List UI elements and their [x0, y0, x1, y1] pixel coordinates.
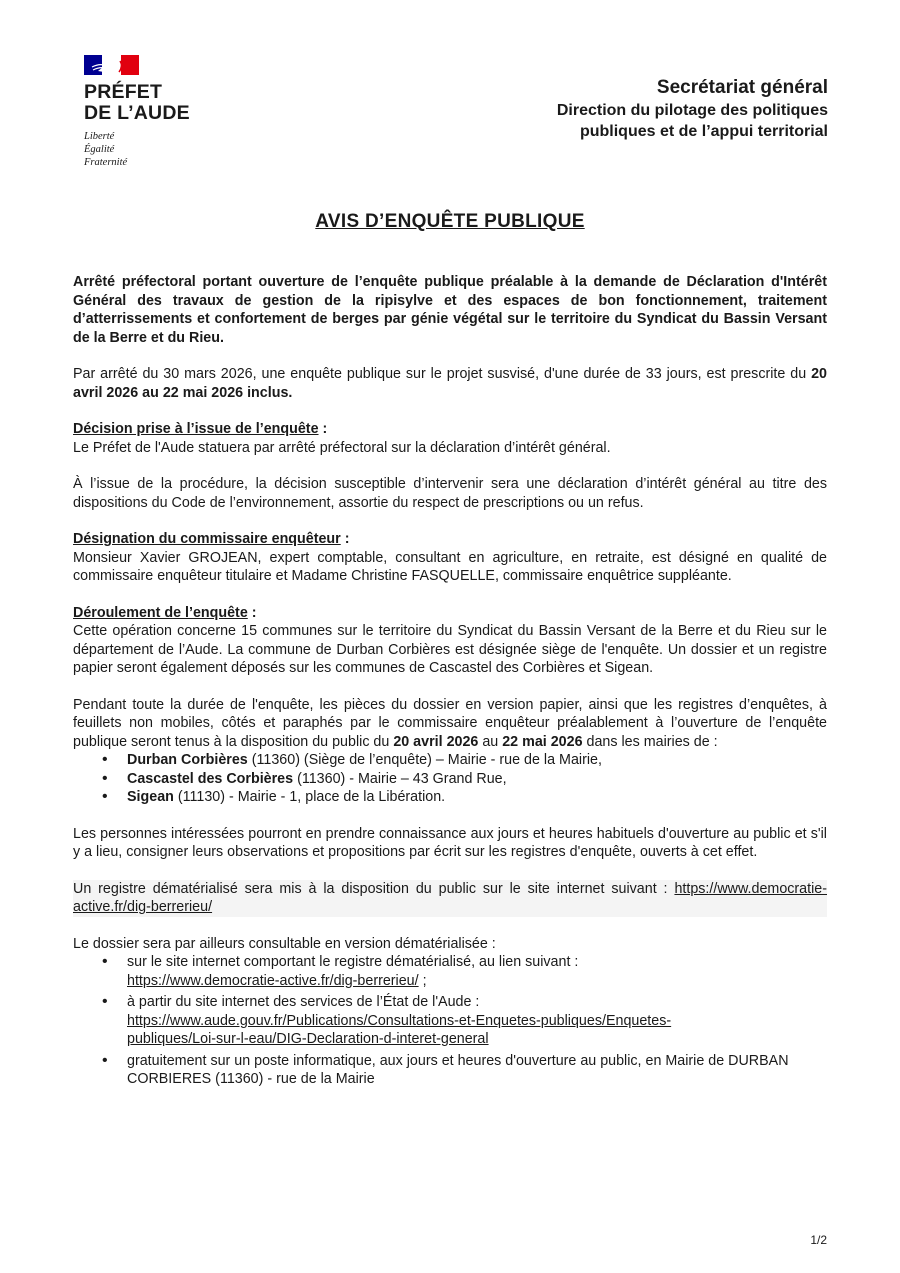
direction-line-2: publiques et de l’appui territorial [579, 123, 828, 140]
devise: Liberté Égalité Fraternité [84, 131, 128, 168]
arrete-paragraph: Par arrêté du 30 mars 2026, une enquête publique sur le projet susvisé, d'une durée de 33 jours, est prescrite du 20 avril 2026 au 22 mai 2026 inclus. [73, 366, 827, 401]
list-item: • sur le site internet comportant le registre dématérialisé, au lien suivant : https://www.democratie-active.fr/dig-berrerieu/ ; [127, 953, 827, 990]
registre-link[interactable]: https://www.democratie-active.fr/dig-berrerieu/ [73, 880, 827, 915]
deroulement-paragraph-3: Les personnes intéressées pourront en prendre connaissance aux jours et heures habituels d'ouverture au public et s'il y a lieu, consigner leurs observations et propositions par écrit sur les registres d'enquête, ouverts à cet effet. [73, 825, 827, 860]
deroulement-heading: Déroulement de l’enquête : [73, 604, 257, 621]
notice-body [73, 273, 827, 1092]
designation-heading: Désignation du commissaire enquêteur : [73, 531, 350, 547]
list-item: • gratuitement sur un poste informatique, aux jours et heures d'ouverture au public, en Mairie de DURBAN CORBIERES (11360) - rue de la Mairie [127, 1052, 827, 1089]
mairies-list [73, 751, 827, 807]
decision-paragraph-1: Le Préfet de l'Aude statuera par arrêté préfectoral sur la déclaration d’intérêt général. [73, 439, 611, 456]
marianne-flag-icon [84, 55, 139, 75]
logo-title: PRÉFET DE L’AUDE [84, 81, 190, 124]
registre-paragraph: Un registre dématérialisé sera mis à la disposition du public sur le site internet suivant : https://www.democratie-active.fr/dig-berrerieu/ [73, 880, 827, 915]
decision-paragraph-2: À l’issue de la procédure, la décision susceptible d’intervenir sera une déclaration d’intérêt général au titre des dispositions du Code de l’environnement, assortie du respect de prescriptions ou un refus. [73, 476, 827, 511]
designation-paragraph: Monsieur Xavier GROJEAN, expert comptable, consultant en agriculture, en retraite, est désigné en qualité de commissaire enquêteur titulaire et Madame Christine FASQUELLE, commissaire enquêtrice suppléante. [73, 549, 827, 584]
democratie-active-link[interactable]: https://www.democratie-active.fr/dig-berrerieu/ [127, 972, 419, 989]
list-item: • Cascastel des Corbières (11360) - Mairie – 43 Grand Rue, [127, 770, 827, 789]
deroulement-paragraph-2: Pendant toute la durée de l'enquête, les pièces du dossier en version papier, ainsi que les registres d’enquêtes, à feuillets non mobiles, côtés et paraphés par le commissaire enquêteur préalablement à l’ouverture de l’enquête publique seront tenus à la disposition du public du 20 avril 2026 au 22 mai 2026 dans les mairies de : [73, 696, 827, 750]
secretariat-general: Secrétariat général [656, 77, 828, 98]
dossier-paragraph: Le dossier sera par ailleurs consultable en version dématérialisée : [73, 935, 496, 952]
deroulement-paragraph-1: Cette opération concerne 15 communes sur le territoire du Syndicat du Bassin Versant de la Berre et du Rieu sur le département de l’Aude. La commune de Durban Corbières est désignée siège de l'enquête. Un dossier et un registre papier seront également déposés sur les communes de Cascastel des Corbières et Sigean. [73, 623, 827, 676]
list-item: • Durban Corbières (11360) (Siège de l’enquête) – Mairie - rue de la Mairie, [127, 751, 827, 770]
list-item: • Sigean (11130) - Mairie - 1, place de la Libération. [127, 788, 827, 807]
aude-gouv-link[interactable]: https://www.aude.gouv.fr/Publications/Consultations-et-Enquetes-publiques/Enquetes- publiques/Loi-sur-l-eau/DIG-Declaration-d-interet-general [127, 1012, 672, 1047]
page-number: 1/2 [810, 1233, 827, 1247]
list-item: • à partir du site internet des services de l’État de l'Aude : https://www.aude.gouv.fr/Publications/Consultations-et-Enquetes-publiques/Enquetes- publiques/Loi-sur-l-eau/DIG-Declaration-d-interet-general [127, 993, 827, 1049]
page-title: AVIS D’ENQUÊTE PUBLIQUE [315, 211, 585, 232]
direction-line-1: Direction du pilotage des politiques [556, 102, 828, 119]
intro-paragraph: Arrêté préfectoral portant ouverture de l’enquête publique préalable à la demande de Déclaration d'Intérêt Général des travaux de gestion de la ripisylve et des espaces de bon fonctionnement, traitement d’atterrissements et confortement de berges par génie végétal sur le territoire du Syndicat du Bassin Versant de la Berre et du Rieu. [73, 274, 827, 346]
prefet-logo [84, 55, 224, 169]
consultation-list [73, 953, 827, 1089]
decision-heading: Décision prise à l’issue de l’enquête : [73, 421, 328, 437]
header-service [557, 76, 828, 142]
